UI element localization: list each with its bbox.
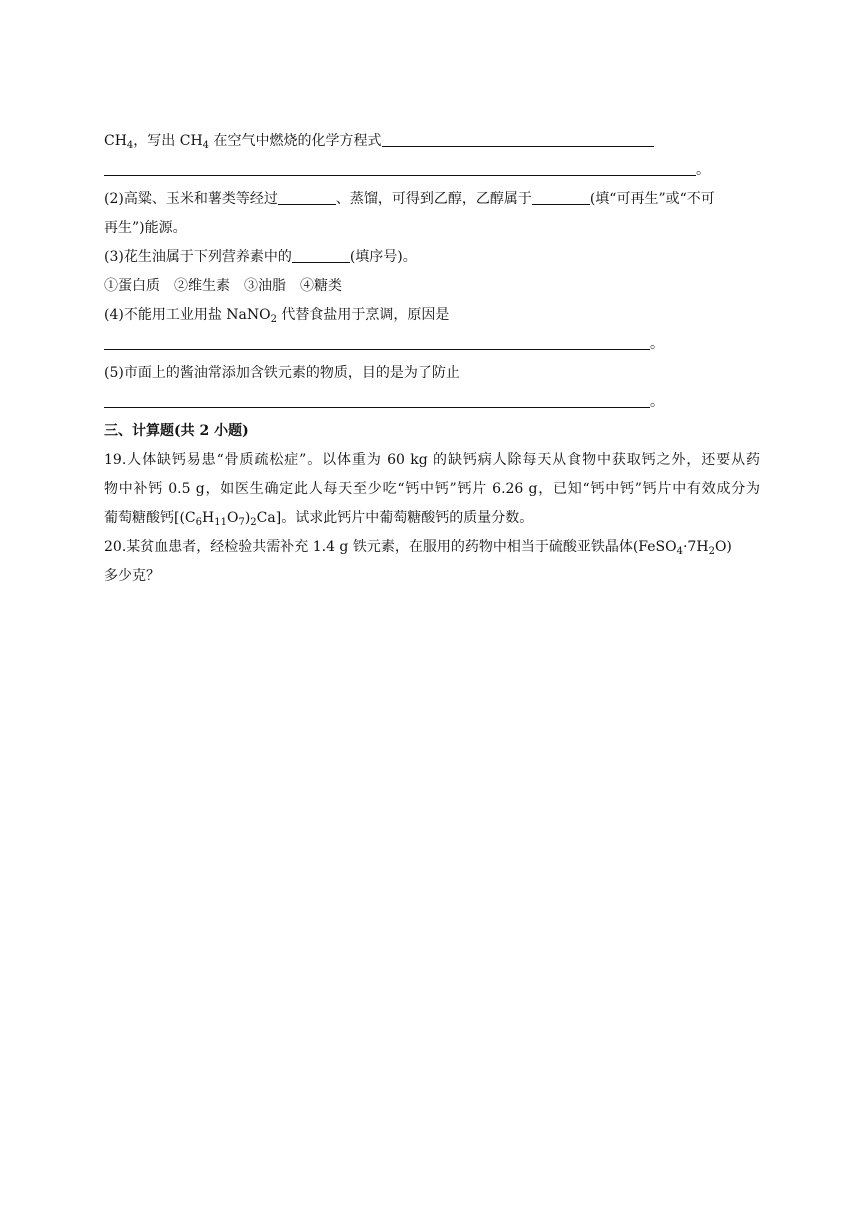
answer-blank-energy-type[interactable]	[532, 188, 590, 205]
q18-part5-answer: 。	[104, 388, 760, 417]
q18-part2-line2: 再生”)能源。	[104, 220, 187, 236]
q18-part3-options	[104, 272, 760, 301]
q18-part4: (4)不能用工业用盐 NaNO$_2$ 代替食盐用于烹调，原因是	[104, 307, 450, 325]
answer-blank-equation[interactable]	[382, 130, 654, 147]
option-2: ②维生素	[174, 278, 230, 294]
option-3: ③油脂	[244, 278, 286, 294]
answer-blank-prevent[interactable]	[104, 391, 650, 408]
q19-line2: 物中补钙 0.5 g，如医生确定此人每天至少吃“钙中钙”钙片 6.26 g，已知“钙中钙”钙片中有效成分为	[104, 481, 760, 497]
answer-blank-equation-cont[interactable]	[104, 159, 696, 176]
q20-line2: 多少克？	[104, 568, 160, 584]
q18-part2-line1: (2)高粱、玉米和薯类等经过 、蒸馏，可得到乙醇，乙醇属于 (填“可再生”或“不可	[104, 185, 760, 214]
answer-blank-process[interactable]	[278, 188, 336, 205]
answer-blank-nutrient[interactable]	[292, 246, 350, 263]
option-4: ④糖类	[300, 278, 342, 294]
q19-line1: 19.人体缺钙易患“骨质疏松症”。以体重为 60 kg 的缺钙病人除每天从食物中获取钙之外，还要从药	[104, 452, 760, 468]
q18-part5: (5)市面上的酱油常添加含铁元素的物质，目的是为了防止	[104, 365, 460, 381]
document-page	[104, 127, 760, 591]
ch4-text: CH	[104, 133, 127, 149]
answer-blank-reason[interactable]	[104, 333, 650, 350]
q18-part3: (3)花生油属于下列营养素中的 (填序号)。	[104, 243, 760, 272]
option-1: ①蛋白质	[104, 278, 160, 294]
q18-part1-line1: $CH_4$，写出 $CH_4$ 在空气中燃烧的化学方程式	[104, 127, 760, 156]
q20-line1: 20.某贫血患者，经检验共需补充 1.4 g 铁元素，在服用的药物中相当于硫酸亚铁晶体$(FeSO_4\cdot 7H_2O)$	[104, 539, 732, 557]
section-heading: 三、计算题(共 2 小题)	[104, 423, 249, 439]
q19-line3: 葡萄糖酸钙$[(C_6H_{11}O_7)_2Ca]$。试求此钙片中葡萄糖酸钙的质量分数。	[104, 510, 534, 528]
q18-part1-line2: 。	[104, 156, 760, 185]
q18-part4-answer: 。	[104, 330, 760, 359]
